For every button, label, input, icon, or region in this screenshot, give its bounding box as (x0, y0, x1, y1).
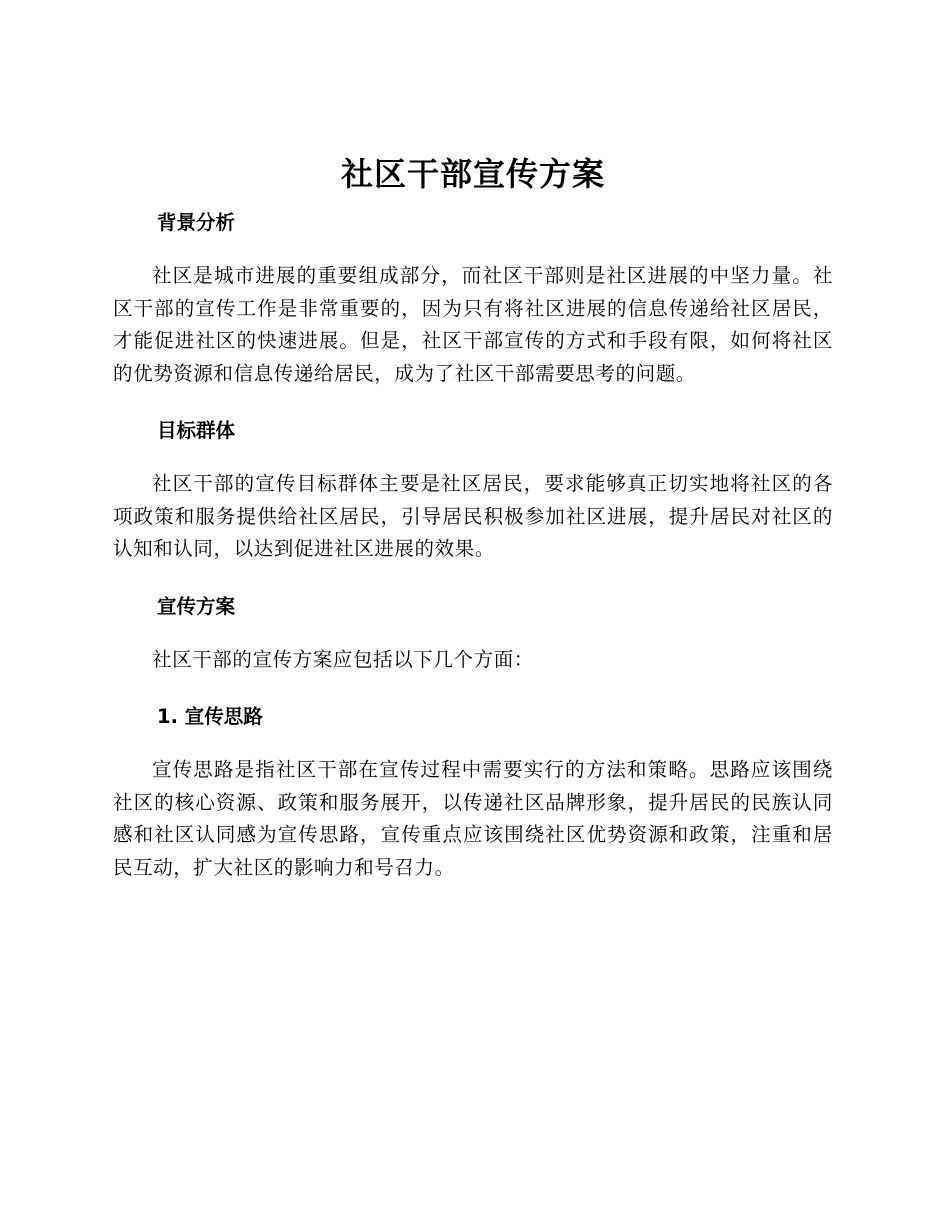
section-paragraph-plan: 社区干部的宣传方案应包括以下几个方面： (152, 647, 534, 671)
section-heading-approach: 1. 宣传思路 (157, 705, 263, 728)
document-title: 社区干部宣传方案 (340, 155, 605, 193)
section-paragraph-target-group: 社区干部的宣传目标群体主要是社区居民，要求能够真正切实地将社区的各项政策和服务提供给社区居民，引导居民积极参加社区进展，提升居民对社区的认知和认同，以达到促进社区进展的效果。 (113, 472, 833, 560)
section-heading-target-group: 目标群体 (157, 419, 236, 442)
document-body (113, 150, 833, 884)
section-paragraph-background: 社区是城市进展的重要组成部分，而社区干部则是社区进展的中坚力量。社区干部的宣传工作是非常重要的，因为只有将社区进展的信息传递给社区居民，才能促进社区的快速进展。但是，社区干部宣传的方式和手段有限，如何将社区的优势资源和信息传递给居民，成为了社区干部需要思考的问题。 (113, 264, 833, 385)
section-paragraph-approach: 宣传思路是指社区干部在宣传过程中需要实行的方法和策略。思路应该围绕社区的核心资源、政策和服务展开，以传递社区品牌形象，提升居民的民族认同感和社区认同感为宣传思路，宣传重点应该围绕社区优势资源和政策，注重和居民互动，扩大社区的影响力和号召力。 (113, 758, 833, 879)
section-heading-plan: 宣传方案 (157, 594, 236, 618)
section-heading-background: 背景分析 (157, 211, 236, 234)
